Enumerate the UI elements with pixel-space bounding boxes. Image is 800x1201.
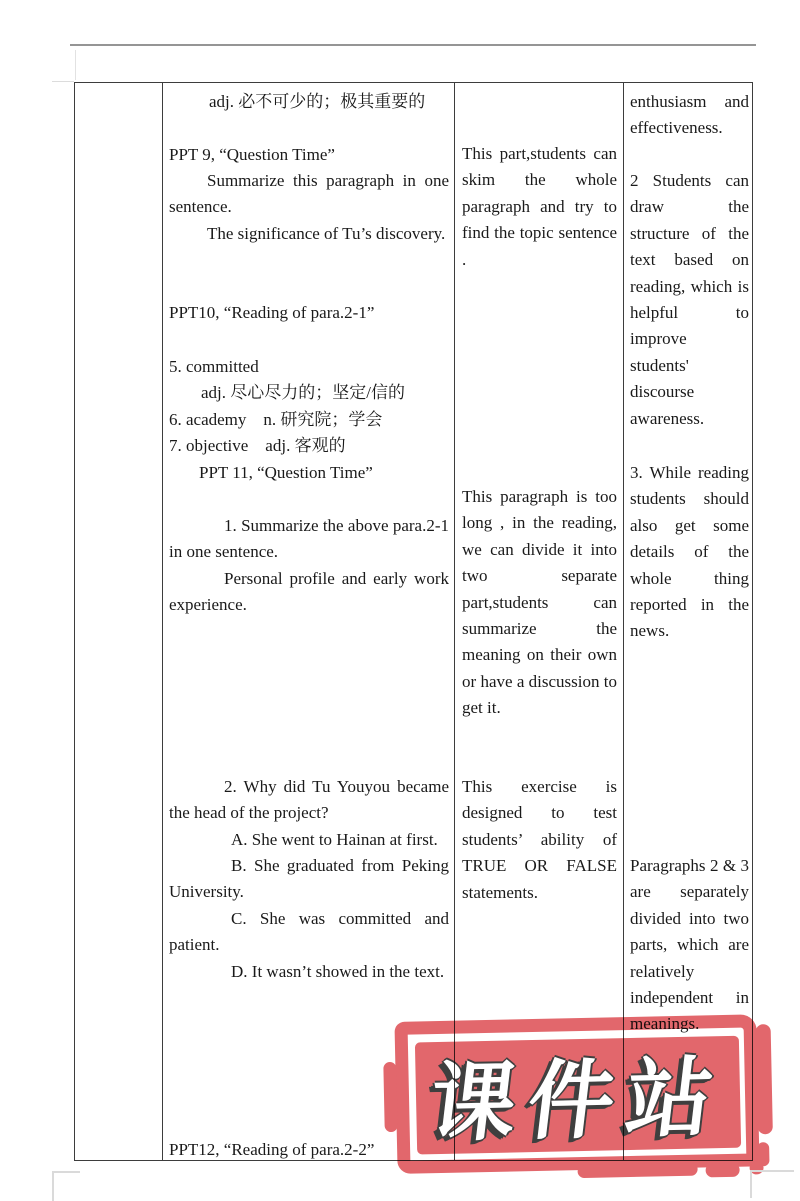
watermark-stamp-fill <box>415 1036 741 1155</box>
purpose-skim-paragraph: This part,students can skim the whole paragraph and try to find the topic sentence . <box>462 144 617 269</box>
text-boundary-tick-horizontal <box>52 81 74 82</box>
table-column-evaluation <box>624 83 753 1160</box>
next-page-corner-mark-right <box>750 1170 794 1198</box>
next-page-corner-mark-left <box>52 1171 80 1201</box>
question-1: 1. Summarize the above para.2-1 in one sentence. <box>169 516 449 562</box>
table-column-design-purpose <box>455 83 624 1160</box>
stamp-ink-blob <box>756 1024 773 1134</box>
vocab-item-academy: 6. academy n. 研究院；学会 <box>169 410 383 429</box>
ppt9-heading: PPT 9, “Question Time” <box>169 145 335 164</box>
ppt11-heading: PPT 11, “Question Time” <box>199 463 373 482</box>
vocab-item-committed: 5. committed <box>169 357 259 376</box>
text-boundary-tick-vertical <box>75 50 76 80</box>
vocab-committed-cn: adj. 尽心尽力的；坚定/信的 <box>201 383 405 402</box>
task-summarize-paragraph: Summarize this paragraph in one sentence. <box>169 171 449 217</box>
option-a: A. She went to Hainan at first. <box>231 830 438 849</box>
note-enthusiasm: enthusiasm and effectiveness. <box>630 92 749 138</box>
lesson-plan-table <box>74 82 753 1161</box>
ppt12-heading: PPT12, “Reading of para.2-2” <box>169 1140 375 1159</box>
stamp-ink-blob <box>383 1062 397 1132</box>
answer-1: Personal profile and early work experience. <box>169 569 449 615</box>
table-column-teaching-activity <box>163 83 455 1160</box>
watermark-stamp <box>394 1014 771 1174</box>
stamp-ink-blob <box>705 1163 739 1178</box>
watermark-text: 课件站 <box>424 1049 731 1153</box>
stamp-ink-blob <box>577 1163 697 1179</box>
ppt10-heading: PPT10, “Reading of para.2-1” <box>169 303 375 322</box>
option-d: D. It wasn’t showed in the text. <box>231 962 445 981</box>
question-2: 2. Why did Tu Youyou became the head of the project? <box>169 777 449 823</box>
vocab-item-objective: 7. objective adj. 客观的 <box>169 436 346 455</box>
vocab-definition-cn: adj. 必不可少的；极其重要的 <box>209 92 426 111</box>
purpose-true-false-exercise: This exercise is designed to test students’ ability of TRUE OR FALSE statements. <box>462 777 617 902</box>
note-paragraphs-2-3: Paragraphs 2 & 3 are separately divided into two parts, which are relatively independent in meanings. <box>630 856 749 1034</box>
purpose-divide-paragraph: This paragraph is too long , in the reading, we can divide it into two separate part,students can summarize the meaning on their own or have a discussion to get it. <box>462 487 617 718</box>
option-b: B. She graduated from Peking University. <box>169 856 449 902</box>
option-c: C. She was committed and patient. <box>169 909 449 955</box>
answer-significance: The significance of Tu’s discovery. <box>207 224 446 243</box>
note-2-structure: 2 Students can draw the structure of the text based on reading, which is helpful to improve students' discourse awareness. <box>630 171 749 428</box>
table-column-steps-empty <box>75 83 163 1160</box>
section-divider-rule <box>70 44 756 46</box>
note-3-while-reading: 3. While reading students should also get some details of the whole thing reported in the news. <box>630 463 749 641</box>
